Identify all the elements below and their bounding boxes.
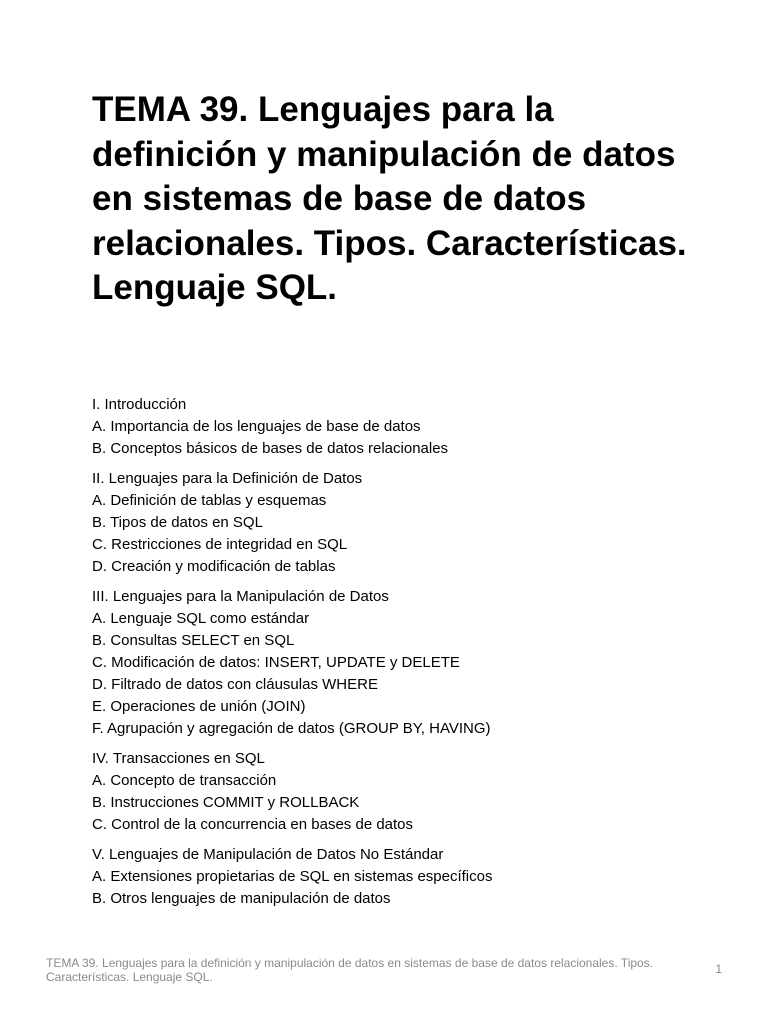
outline-section-5 [92, 844, 712, 910]
outline-item: C. Restricciones de integridad en SQL [92, 536, 348, 553]
outline-section-3 [92, 586, 712, 740]
outline-heading: I. Introducción [92, 396, 187, 413]
outline-heading: V. Lenguajes de Manipulación de Datos No Estándar [92, 846, 444, 863]
outline-item: E. Operaciones de unión (JOIN) [92, 698, 306, 715]
outline-item: A. Importancia de los lenguajes de base de datos [92, 418, 421, 435]
outline-section-2 [92, 468, 712, 578]
outline-item: A. Extensiones propietarias de SQL en sistemas específicos [92, 868, 493, 885]
footer-text: TEMA 39. Lenguajes para la definición y manipulación de datos en sistemas de base de datos relacionales. Tipos. Características. Lenguaje SQL. [46, 956, 654, 984]
outline-item: D. Creación y modificación de tablas [92, 558, 336, 575]
outline-item: B. Consultas SELECT en SQL [92, 632, 295, 649]
page-title: TEMA 39. Lenguajes para la definición y manipulación de datos en sistemas de base de datos relacionales. Tipos. Características. Lenguaje SQL. [92, 90, 687, 307]
outline-item: B. Otros lenguajes de manipulación de datos [92, 890, 391, 907]
outline-item: B. Tipos de datos en SQL [92, 514, 263, 531]
outline-item: C. Modificación de datos: INSERT, UPDATE y DELETE [92, 654, 460, 671]
outline-item: B. Conceptos básicos de bases de datos relacionales [92, 440, 449, 457]
outline-section-1 [92, 394, 712, 460]
outline-section-4 [92, 748, 712, 836]
outline-item: C. Control de la concurrencia en bases de datos [92, 816, 414, 833]
outline-item: A. Definición de tablas y esquemas [92, 492, 327, 509]
outline-item: A. Concepto de transacción [92, 772, 277, 789]
outline-item: F. Agrupación y agregación de datos (GROUP BY, HAVING) [92, 720, 491, 737]
page-number: 1 [715, 962, 722, 976]
outline-item: A. Lenguaje SQL como estándar [92, 610, 310, 627]
outline-heading: II. Lenguajes para la Definición de Datos [92, 470, 363, 487]
outline-heading: IV. Transacciones en SQL [92, 750, 265, 767]
outline-item: B. Instrucciones COMMIT y ROLLBACK [92, 794, 360, 811]
outline [92, 394, 712, 918]
outline-heading: III. Lenguajes para la Manipulación de Datos [92, 588, 389, 605]
outline-item: D. Filtrado de datos con cláusulas WHERE [92, 676, 378, 693]
